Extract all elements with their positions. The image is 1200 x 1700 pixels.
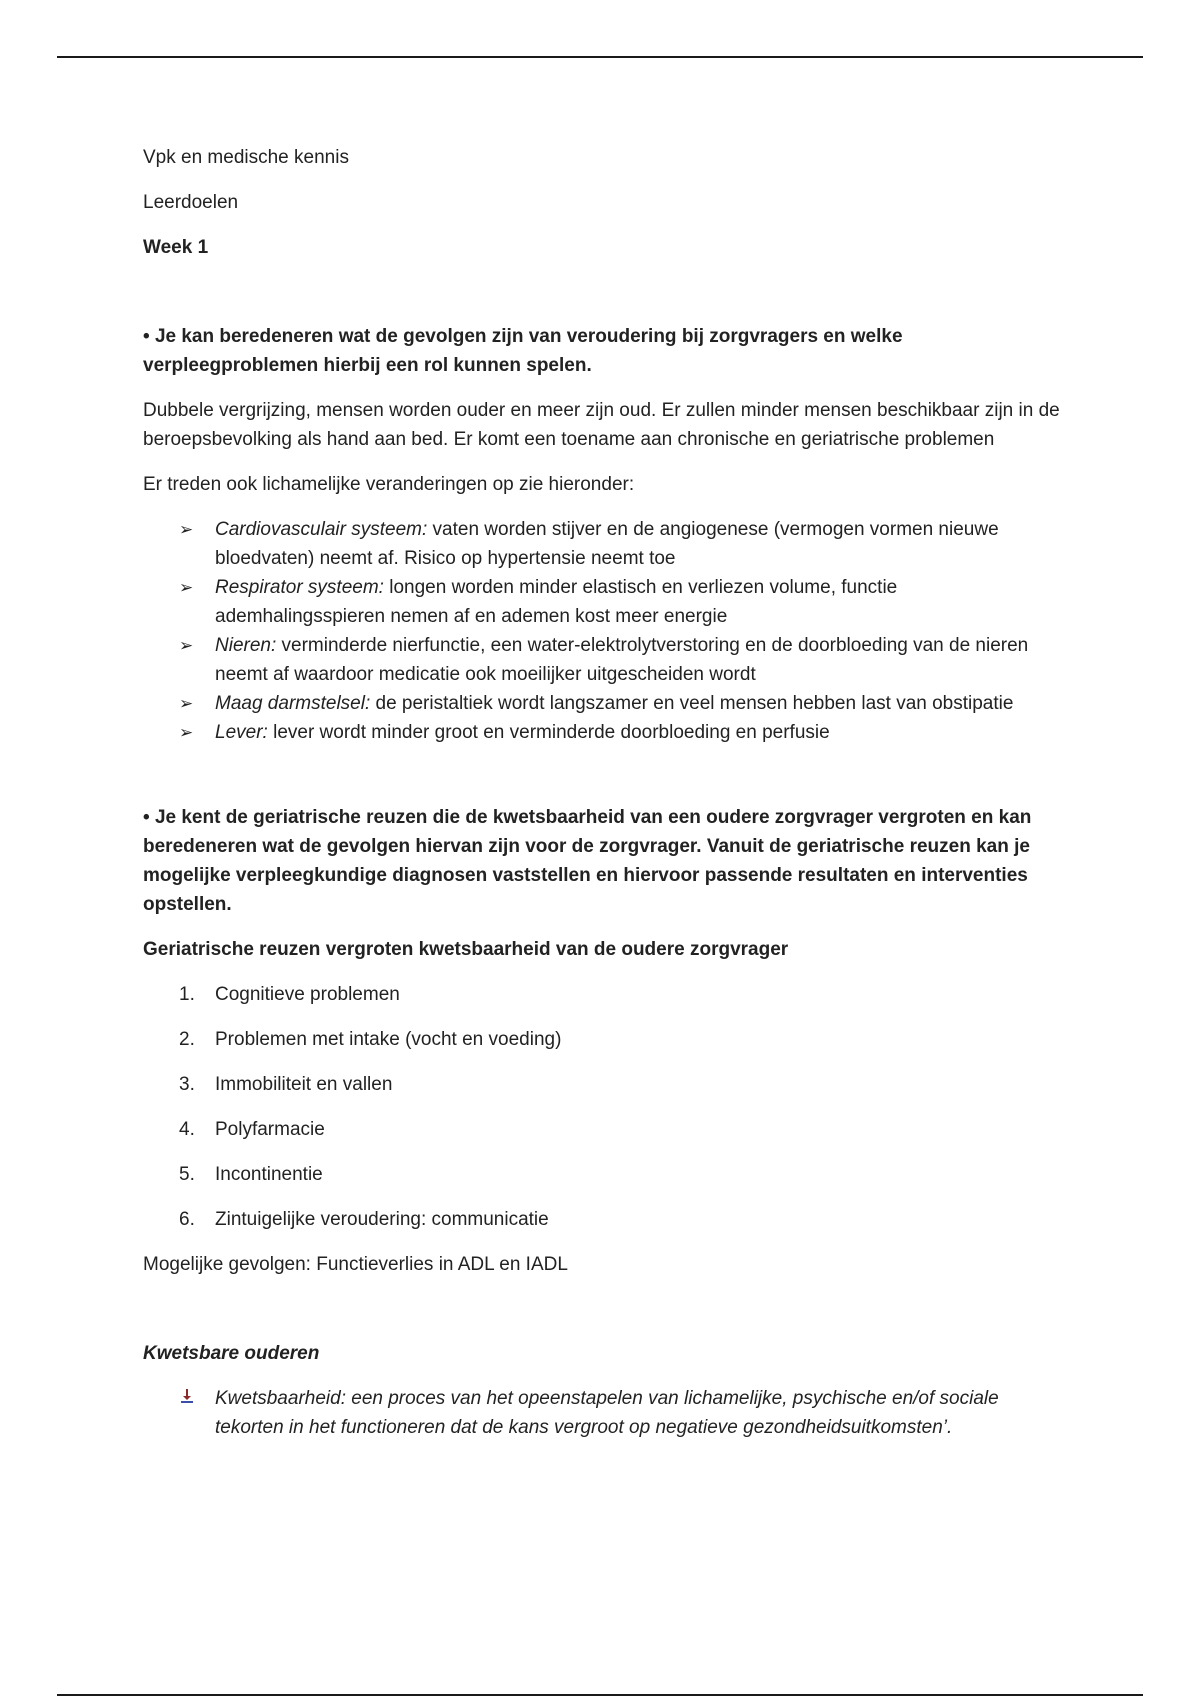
arrow-bullet-icon: ➢ — [179, 578, 194, 597]
list-item — [143, 1025, 1063, 1054]
quad-arrow-icon — [179, 1384, 195, 1413]
consequences: Mogelijke gevolgen: Functieverlies in ADL en IADL — [143, 1254, 568, 1275]
list-item — [143, 689, 1063, 718]
arrow-bullet-icon: ➢ — [179, 694, 194, 713]
list-item — [143, 631, 1063, 689]
list-item — [143, 1115, 1063, 1144]
item-text: Problemen met intake (vocht en voeding) — [215, 1029, 562, 1050]
bullet-icon: • — [143, 326, 150, 347]
item-text: Polyfarmacie — [215, 1119, 325, 1140]
change-text: de peristaltiek wordt langszamer en veel mensen hebben last van obstipatie — [370, 693, 1014, 714]
definition-text: Kwetsbaarheid: een proces van het opeenstapelen van lichamelijke, psychische en/of sociale tekorten in het functioneren dat de kans vergroot op negatieve gezondheidsuitkomsten’. — [215, 1388, 999, 1438]
definition-item — [143, 1384, 1063, 1442]
change-text: longen worden minder elastisch en verliezen volume, functie ademhalingsspieren nemen af en ademen kost meer energie — [215, 577, 898, 627]
change-text: verminderde nierfunctie, een water-elektrolytverstoring en de doorbloeding van de nieren neemt af waardoor medicatie ook moeilijker uitgescheiden wordt — [215, 635, 1029, 685]
paragraph-aging: Dubbele vergrijzing, mensen worden ouder en meer zijn oud. Er zullen minder mensen beschikbaar zijn in de beroepsbevolking als hand aan bed. Er komt een toename aan chronische en geriatrische problemen — [143, 400, 1060, 450]
change-term: Cardiovasculair systeem: — [215, 519, 428, 540]
objective-2 — [143, 803, 1063, 919]
item-number: 3. — [179, 1074, 195, 1095]
arrow-bullet-icon: ➢ — [179, 723, 194, 742]
giants-heading: Geriatrische reuzen vergroten kwetsbaarheid van de oudere zorgvrager — [143, 939, 789, 960]
top-rule — [57, 56, 1143, 58]
list-item — [143, 718, 1063, 747]
changes-list — [143, 515, 1063, 747]
giants-list — [143, 980, 1063, 1234]
list-item — [143, 573, 1063, 631]
list-item — [143, 1205, 1063, 1234]
list-item — [143, 515, 1063, 573]
item-text: Immobiliteit en vallen — [215, 1074, 393, 1095]
change-text: lever wordt minder groot en verminderde doorbloeding en perfusie — [267, 722, 830, 743]
list-item — [143, 980, 1063, 1009]
bottom-rule — [57, 1694, 1143, 1696]
course-title: Vpk en medische kennis — [143, 147, 349, 168]
arrow-bullet-icon: ➢ — [179, 520, 194, 539]
objective-1 — [143, 322, 1063, 380]
item-text: Cognitieve problemen — [215, 984, 400, 1005]
bullet-icon: • — [143, 807, 150, 828]
week-heading: Week 1 — [143, 237, 209, 258]
objective-2-text: Je kent de geriatrische reuzen die de kwetsbaarheid van een oudere zorgvrager vergroten en kan beredeneren wat de gevolgen hiervan zijn voor de zorgvrager. Vanuit de geriatrische reuzen kan je mogelijke verpleegkundige diagnosen vaststellen en hiervoor passende resultaten en interventies opstellen. — [143, 807, 1032, 915]
change-term: Respirator systeem: — [215, 577, 384, 598]
item-number: 1. — [179, 984, 195, 1005]
change-term: Lever: — [215, 722, 268, 743]
change-term: Maag darmstelsel: — [215, 693, 371, 714]
subtitle: Leerdoelen — [143, 192, 239, 213]
item-number: 5. — [179, 1164, 195, 1185]
change-term: Nieren: — [215, 635, 277, 656]
change-text: vaten worden stijver en de angiogenese (vermogen vormen nieuwe bloedvaten) neemt af. Risico op hypertensie neemt toe — [215, 519, 999, 569]
arrow-bullet-icon: ➢ — [179, 636, 194, 655]
item-text: Zintuigelijke veroudering: communicatie — [215, 1209, 549, 1230]
list-item — [143, 1070, 1063, 1099]
vulnerable-elderly-heading: Kwetsbare ouderen — [143, 1343, 320, 1364]
list-item — [143, 1160, 1063, 1189]
objective-1-text: Je kan beredeneren wat de gevolgen zijn van veroudering bij zorgvragers en welke verpleegproblemen hierbij een rol kunnen spelen. — [143, 326, 903, 376]
item-number: 2. — [179, 1029, 195, 1050]
document-body — [143, 143, 1063, 1442]
item-number: 6. — [179, 1209, 195, 1230]
paragraph-intro: Er treden ook lichamelijke veranderingen op zie hieronder: — [143, 474, 635, 495]
item-text: Incontinentie — [215, 1164, 323, 1185]
item-number: 4. — [179, 1119, 195, 1140]
